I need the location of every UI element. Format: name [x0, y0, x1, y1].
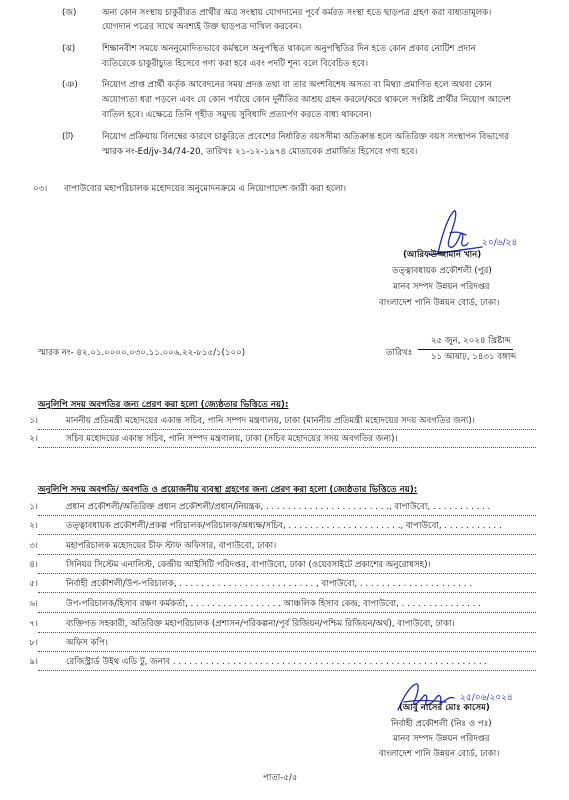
signature-2-date: ২৫/০৬/২০২৪ [460, 693, 513, 703]
copy2-num: ৯। [29, 657, 38, 667]
signer1-office: মানব সম্পদ উন্নয়ন পরিদপ্তর [393, 282, 490, 292]
copy2-num: ৭। [29, 619, 38, 629]
copy2-item: সিনিয়র সিস্টেম এনালিস্ট, কেন্দ্রীয় আইসিটি পরিদপ্তর, বাপাউবো, ঢাকা (ওয়েবসাইটে প্রকাশের অনুরোধসহ)। [66, 560, 431, 570]
signer2-designation: নির্বাহী প্রকৌশলী (নিঃ ও পঃ) [391, 719, 492, 729]
signer1-name: (আরিফউজ্জামান খান) [403, 250, 482, 260]
memo-date-gregorian: ২৫ জুন, ২০২৪ খ্রিষ্টাব্দ [431, 336, 511, 346]
clause-line: যোগদান পত্রের সাথে অবশ্যই উক্ত ছাড়পত্র দাখিল করবেন। [102, 22, 302, 32]
memo-date-bangla: ১১ আষাঢ়, ১৪৩১ বঙ্গাব্দ [431, 352, 517, 362]
row-separator [38, 612, 536, 613]
copy2-num: ২। [29, 521, 38, 531]
signer2-office: মানব সম্পদ উন্নয়ন পরিদপ্তর [393, 734, 490, 744]
signer2-name: (আবু নাসের মোঃ কাসেম) [399, 703, 490, 713]
copy2-num: ৪। [29, 560, 38, 570]
row-separator [38, 515, 536, 516]
copy1-item: মাননীয় প্রতিমন্ত্রী মহোদয়ের একান্ত সচিব, পানি সম্পদ মন্ত্রণালয়, ঢাকা (মাননীয় প্রতিমন্ত্রী মহোদয়ের সদয় অবগতির জন্য)। [66, 416, 475, 426]
clause-line: স্মারক নং-Ed/jv-34/74-20, তারিখঃ ২১-১২-১৯৭৪ মোতাবেক প্রমার্জিত হিসেবে গণ্য হবে। [102, 147, 418, 157]
row-separator [38, 651, 536, 652]
clause-line: অযোগ্যতা ধরা পড়লে এবং যে কোন পর্যায়ে কোন দুর্নীতির আশ্রয় গ্রহন করলে/করে থাকলে সংশ্লিষ্ট প্রার্থীর নিয়োগ আদেশ [102, 95, 511, 105]
copy1-num: ১। [29, 416, 38, 426]
signer1-designation: তত্ত্বাবধায়ক প্রকৌশলী (পুর) [392, 266, 492, 276]
row-separator [38, 429, 536, 430]
clause-marker: (ঞ) [62, 80, 78, 90]
row-separator [38, 447, 536, 448]
copy2-item: রেজিস্ট্রার্ড উইথ এডি টু, জনাব . . . . . . . . . . . . . . . . . . . . . . . . . . . . . . . . . . . . . . . . . . . . . . . . . . . . . . . . . . [66, 657, 488, 667]
copy1-num: ২। [29, 434, 38, 444]
memo-ref: স্মারক নং- ৪২.০১.০০০০.০৩০.১১.০০৬.২২-৮১৫/১(১০০) [38, 348, 246, 358]
clause-marker: (জ) [62, 8, 77, 18]
order-number: ০৩। [33, 184, 48, 194]
copy2-item: নির্বাহী প্রকৌশলী/উপ-পরিচালক, . . . . . . . . . . . . . . . . . . . . . . . . . , বাপাউবো, . . . . . . . . . . . . . . . . . . . . . [66, 579, 472, 589]
row-separator [38, 573, 536, 574]
copy2-item: প্রধান প্রকৌশলী/অতিরিক্ত প্রধান প্রকৌশলী/প্রধান/নিয়ন্ত্রক, . . . . . . . . . . . . . . . . . . . . . . ., বাপাউবো, . . . . . . . . . . . [66, 502, 491, 512]
date-divider [418, 349, 513, 350]
clause-line: শিক্ষানবীশ সময়ে অননুমোদিতভাবে কর্মস্থলে অনুপস্থিত থাকলে অনুপস্থিতির দিন হতে কোন প্রকার নোটিশ প্রদান [102, 44, 476, 54]
signer2-org: বাংলাদেশ পানি উন্নয়ন বোর্ড, ঢাকা। [379, 749, 500, 759]
copy2-num: ৩। [29, 541, 38, 551]
signature-1-date: ২০/৬/২৪ [482, 238, 518, 248]
row-separator [38, 670, 536, 671]
copy1-item: সচিব মহোদয়ের একান্ত সচিব, পানি সম্পদ মন্ত্রণালয়, ঢাকা (সচিব মহোদয়ের সদয় অবগতির জন্য)। [66, 434, 398, 444]
clause-marker: (ট) [62, 132, 74, 142]
clause-line: নিয়োগ প্রাপ্ত প্রার্থী কর্তৃক আবেদনের সময় প্রদত্ত তথ্য বা তার অংশবিশেষ অসত্য বা মিথ্যা প্রমাণিত হলে অথবা কোন [102, 80, 492, 90]
copy2-item: মহাপরিচালক মহোদয়ের চীফ স্টাফ অফিসার, বাপাউবো, ঢাকা। [66, 541, 277, 551]
row-separator [38, 632, 536, 633]
copy2-item: তত্ত্বাবধায়ক প্রকৌশলী/প্রকল্প পরিচালক/পরিচালক/অধ্যক্ষ/সচিব, . . . . . . . . . . . . . . . . . . . . ., বাপাউবো, . . . . . . . . . . . [66, 521, 502, 531]
clause-line: অন্য কোন সংস্থায় চাকুরীরত প্রার্থীর অত্র সংস্থায় যোগদানের পূর্বে কর্মরত সংস্থা হতে ছাড়পত্র গ্রহণ করা বাধ্যতামূলক। [102, 8, 492, 18]
copy2-heading: অনুলিপি সদয় অবগতি/ অবগতি ও প্রয়োজনীয় ব্যবস্থা গ্রহণের জন্য প্রেরণ করা হলো (জ্যেষ্ঠতার ভিত্তিতে নয়): [38, 485, 418, 495]
copy2-item: উপ-পরিচালক/হিসাব রক্ষণ কর্মকর্তা, . . . . . . . . . . . . . . . . . আঞ্চলিক হিসাব কেন্দ্র, বাপাউবো, . . . . . . . . . . . . . . . [66, 599, 481, 609]
copy2-num: ৮। [29, 638, 38, 648]
order-text: বাপাউবোর মহাপরিচালক মহোদয়ের অনুমোদনক্রমে এ নিয়োগাদেশ জারী করা হলো। [64, 184, 347, 194]
row-separator [38, 554, 536, 555]
copy2-num: ৫। [29, 579, 38, 589]
copy1-heading: অনুলিপি সদয় অবগতির জন্য প্রেরণ করা হলো (জ্যেষ্ঠতার ভিত্তিতে নয়): [38, 400, 289, 410]
page-number: পাতা-৫/৫ [263, 773, 298, 783]
copy2-item: অফিস কপি। [66, 638, 108, 648]
copy2-num: ১। [29, 502, 38, 512]
clause-line: নিয়োগ প্রক্রিয়ায় বিলম্বের কারণে চাকুরিতে প্রবেশের নির্ধারিত বয়সসীমা অতিক্রান্ত হলে অতিরিক্ত বয়স সংস্থাপন বিভাগের [102, 132, 509, 142]
copy2-num: ৬। [29, 599, 38, 609]
row-separator [38, 592, 536, 593]
copy2-item: ব্যক্তিগত সহকারী, অতিরিক্ত মহাপরিচালক (প্রশাসন/পরিকল্পনা/পূর্ব রিজিয়ন/পশ্চিম রিজিয়ন/অর্থ), বাপাউবো, ঢাকা। [66, 619, 455, 629]
memo-date-label: তারিখঃ [386, 348, 413, 358]
row-separator [38, 534, 536, 535]
clause-line: ব্যতিরেকে চাকুরীচ্যুত হিসেবে গণ্য করা হবে এবং পদটি শূন্য বলে বিবেচিত হবে। [102, 59, 369, 69]
signer1-org: বাংলাদেশ পানি উন্নয়ন বোর্ড, ঢাকা। [379, 298, 500, 308]
clause-line: বাতিল হবে। এক্ষেত্রে তিনি গৃহীত সমুদয় সুবিধাদি প্রত্যার্পণ করতে বাধ্য থাকবেন। [102, 110, 372, 120]
clause-marker: (ঝ) [62, 44, 76, 54]
